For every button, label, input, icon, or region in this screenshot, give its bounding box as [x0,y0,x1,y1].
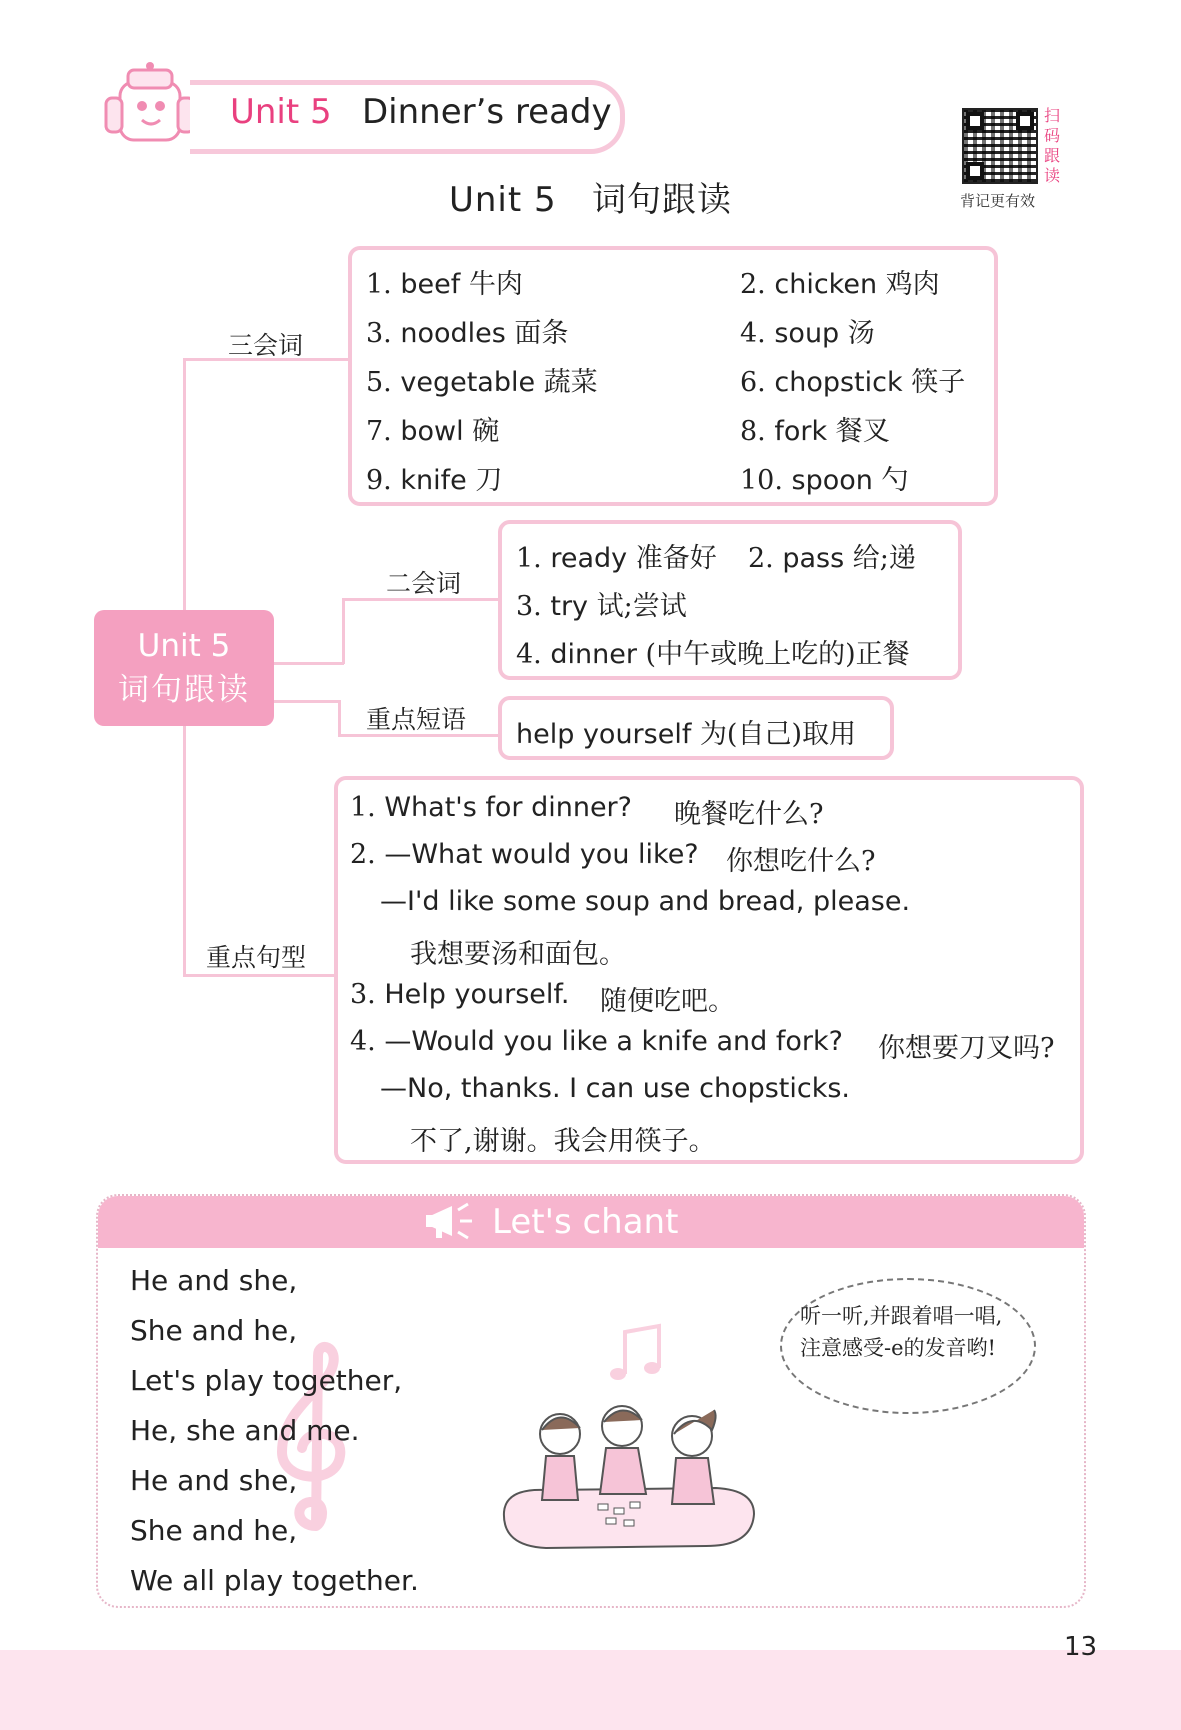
list-item: 4. soup 汤 [740,318,875,349]
children-playing-illustration [486,1396,766,1556]
chant-line: Let's play together, [130,1364,403,1397]
phrase-text: help yourself 为(自己)取用 [516,719,857,750]
chant-line: She and he, [130,1314,298,1347]
qr-side-text: 扫 码 跟 读 [1044,106,1061,185]
page-number: 13 [1064,1632,1098,1662]
list-item: 4. dinner (中午或晚上吃的)正餐 [516,639,910,670]
list-item: 5. vegetable 蔬菜 [366,367,598,398]
sentence-translation: 你想要刀叉吗? [878,1033,1055,1064]
sentence-translation: 你想吃什么? [726,846,876,877]
chant-line: He and she, [130,1464,298,1497]
sentence-line: 1. What's for dinner? [350,792,632,823]
sentence-translation: 我想要汤和面包。 [410,939,626,970]
music-note-icon [606,1322,666,1384]
list-item: 1. beef 牛肉 [366,269,523,300]
branch-label-sentences: 重点句型 [206,943,307,972]
branch-label-sanhui: 三会词 [228,331,304,360]
sentence-translation: 随便吃吧。 [600,986,735,1017]
list-item: 8. fork 餐叉 [740,416,890,447]
chant-line: She and he, [130,1514,298,1547]
chant-line: He, she and me. [130,1414,360,1447]
list-item: 10. spoon 勺 [740,465,909,496]
sentence-line: 2. —What would you like? [350,839,699,870]
speech-bubble-text: 听一听,并跟着唱一唱,注意感受-e的发音哟! [800,1304,1003,1360]
page-title: Unit 5 词句跟读 [448,180,733,220]
megaphone-icon [424,1198,484,1244]
sentence-line: 3. Help yourself. [350,979,570,1010]
list-item: 9. knife 刀 [366,465,503,496]
list-item: 3. noodles 面条 [366,318,569,349]
list-item: 7. bowl 碗 [366,416,500,447]
sentence-line: —I'd like some soup and bread, please. [380,886,911,917]
branch-label-erhui: 二会词 [386,569,462,598]
list-item: 2. pass 给;递 [748,543,916,574]
sentence-line: —No, thanks. I can use chopsticks. [380,1073,851,1104]
chant-line: He and she, [130,1264,298,1297]
chant-line: We all play together. [130,1564,419,1597]
unit-title: Dinner’s ready [362,92,612,132]
sentence-translation: 不了,谢谢。我会用筷子。 [410,1126,716,1157]
sentence-line: 4. —Would you like a knife and fork? [350,1026,843,1057]
sentence-translation: 晚餐吃什么? [674,799,824,830]
list-item: 3. try 试;尝试 [516,591,687,622]
footer-band [0,1650,1181,1730]
branch-label-phrase: 重点短语 [366,705,467,734]
center-node: Unit 5 词句跟读 [94,610,274,726]
unit-label: Unit 5 [230,92,332,132]
list-item: 1. ready 准备好 [516,543,717,574]
list-item: 6. chopstick 筷子 [740,367,966,398]
list-item: 2. chicken 鸡肉 [740,269,940,300]
qr-caption: 背记更有效 [960,192,1036,210]
chant-title: Let's chant [492,1202,679,1242]
